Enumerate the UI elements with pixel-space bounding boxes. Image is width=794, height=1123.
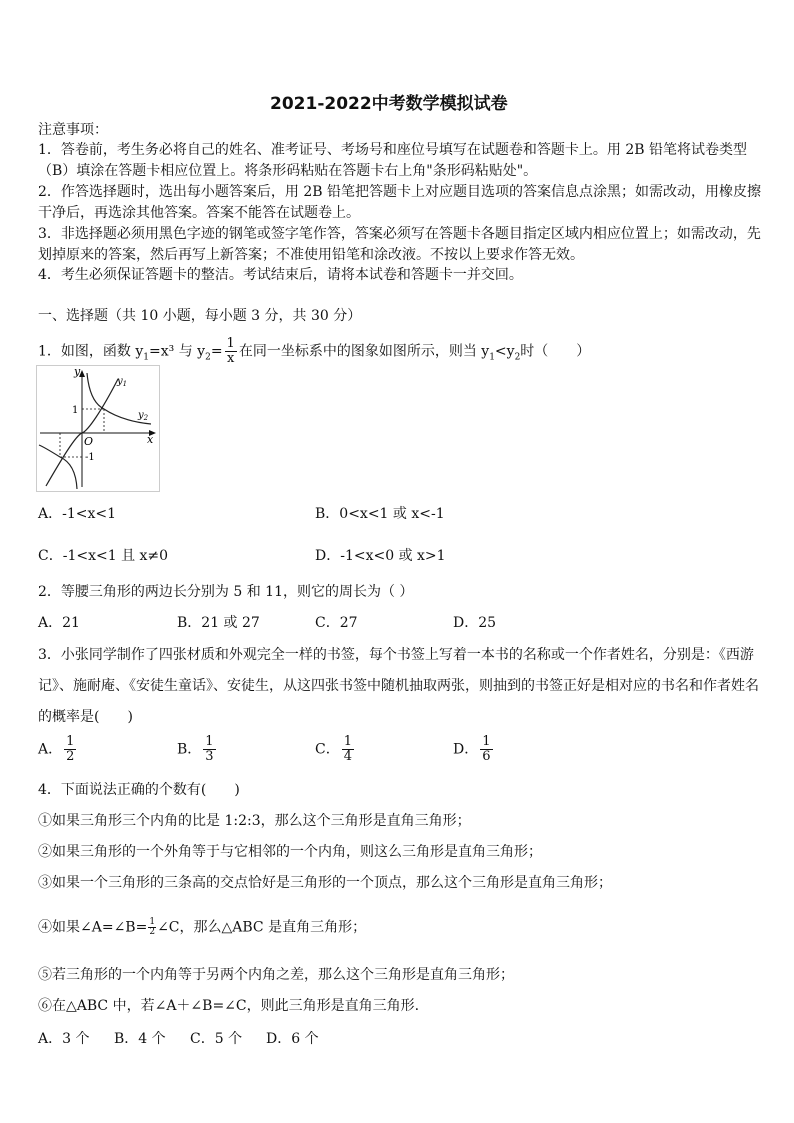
option-b[interactable]: B．21 或 27 [177, 615, 260, 631]
option-a[interactable]: A．3 个 [38, 1031, 90, 1047]
statement-4: ④如果∠A=∠B= $\frac{1}{2}$ ∠C，那么△ABC 是直角三角形； [38, 917, 367, 937]
fraction: $\frac{1}{6}$ [482, 734, 491, 764]
option-c[interactable]: C．-1<x<1 且 x≠0 [38, 548, 169, 564]
notice-line: 划掉原来的答案，然后再写上新答案；不准使用铅笔和涂改液。不按以上要求作答无效。 [38, 247, 584, 263]
option-c[interactable]: C．27 [315, 615, 358, 631]
fraction: $\frac{1}{3}$ [205, 734, 214, 764]
statement-5: ⑤若三角形的一个内角等于另两个内角之差，那么这个三角形是直角三角形； [38, 967, 514, 983]
notice-line: 1．答卷前，考生务必将自己的姓名、准考证号、考场号和座位号填写在试题卷和答题卡上。用 2B 铅笔将试卷类型 [38, 142, 747, 158]
option-d[interactable]: D． $\frac{1}{6}$ [453, 734, 491, 764]
notice-line: 3．非选择题必须用黑色字迹的钢笔或签字笔作答，答案必须写在答题卡各题目指定区域内相应位置上；如需改动，先 [38, 226, 761, 242]
notice-line: 4．考生必须保证答题卡的整洁。考试结束后，请将本试卷和答题卡一并交回。 [38, 267, 523, 283]
option-c[interactable]: C．5 个 [190, 1031, 243, 1047]
question-3-stem: 的概率是( ) [38, 709, 133, 725]
notice-line: （B）填涂在答题卡相应位置上。将条形码粘贴在答题卡右上角"条形码粘贴处"。 [38, 163, 538, 179]
statement-3: ③如果一个三角形的三条高的交点恰好是三角形的一个顶点，那么这个三角形是直角三角形； [38, 875, 612, 891]
option-b[interactable]: B．0<x<1 或 x<-1 [315, 506, 445, 522]
statement-6: ⑥在△ABC 中，若∠A＋∠B=∠C，则此三角形是直角三角形. [38, 998, 420, 1014]
curve-label-y2: $y_2$ [138, 410, 149, 422]
curve-y2-left [39, 445, 77, 489]
notice-heading: 注意事项： [38, 122, 108, 138]
x-axis-label: x [147, 433, 154, 446]
origin-label: O [84, 435, 94, 448]
question-4-stem: 4．下面说法正确的个数有( ) [38, 782, 240, 798]
fraction: $\frac{1}{4}$ [343, 734, 352, 764]
y-axis-label: y [74, 365, 81, 378]
option-c[interactable]: C． $\frac{1}{4}$ [315, 734, 352, 764]
option-b[interactable]: B． $\frac{1}{3}$ [177, 734, 214, 764]
curve-label-y1: $y_1$ [117, 376, 128, 388]
fraction: $\frac{1}{x}$ [226, 336, 235, 366]
question-3-stem: 记》、施耐庵、《安徒生童话》、安徒生，从这四张书签中随机抽取两张，则抽到的书签正好是相对应的书名和作者姓名 [38, 678, 759, 694]
notice-line: 2．作答选择题时，选出每小题答案后，用 2B 铅笔把答题卡上对应题目选项的答案信息点涂黑；如需改动，用橡皮擦 [38, 184, 761, 200]
tick-label-neg1: -1 [85, 452, 95, 463]
option-a[interactable]: A．-1<x<1 [38, 506, 117, 522]
question-1-stem: 1．如图，函数 $y_1=x^3$ 与 $y_2=$ $\frac{1}{x}$ 在同一坐标系中的图象如图所示，则当 $y_1<y_2$时（ ） [38, 336, 591, 366]
notice-line: 干净后，再选涂其他答案。答案不能答在试题卷上。 [38, 205, 360, 221]
question-3-stem: 3．小张同学制作了四张材质和外观完全一样的书签，每个书签上写着一本书的名称或一个作者姓名，分别是：《西游 [38, 647, 754, 663]
option-d[interactable]: D．25 [453, 615, 497, 631]
page-title: 2021-2022中考数学模拟试卷 [270, 94, 508, 114]
question-2-stem: 2．等腰三角形的两边长分别为 5 和 11，则它的周长为（ ） [38, 584, 414, 600]
section-heading: 一、选择题（共 10 小题，每小题 3 分，共 30 分） [38, 308, 362, 324]
fraction: $\frac{1}{2}$ [149, 917, 156, 937]
option-a[interactable]: A． $\frac{1}{2}$ [38, 734, 75, 764]
statement-2: ②如果三角形的一个外角等于与它相邻的一个内角，则这么三角形是直角三角形； [38, 844, 542, 860]
tick-label-1: 1 [72, 405, 79, 416]
option-d[interactable]: D．6 个 [266, 1031, 319, 1047]
function-graph [36, 365, 160, 492]
statement-1: ①如果三角形三个内角的比是 1:2:3，那么这个三角形是直角三角形； [38, 813, 471, 829]
fraction: $\frac{1}{2}$ [66, 734, 75, 764]
option-a[interactable]: A．21 [38, 615, 80, 631]
option-d[interactable]: D．-1<x<0 或 x>1 [315, 548, 446, 564]
option-b[interactable]: B．4 个 [114, 1031, 166, 1047]
